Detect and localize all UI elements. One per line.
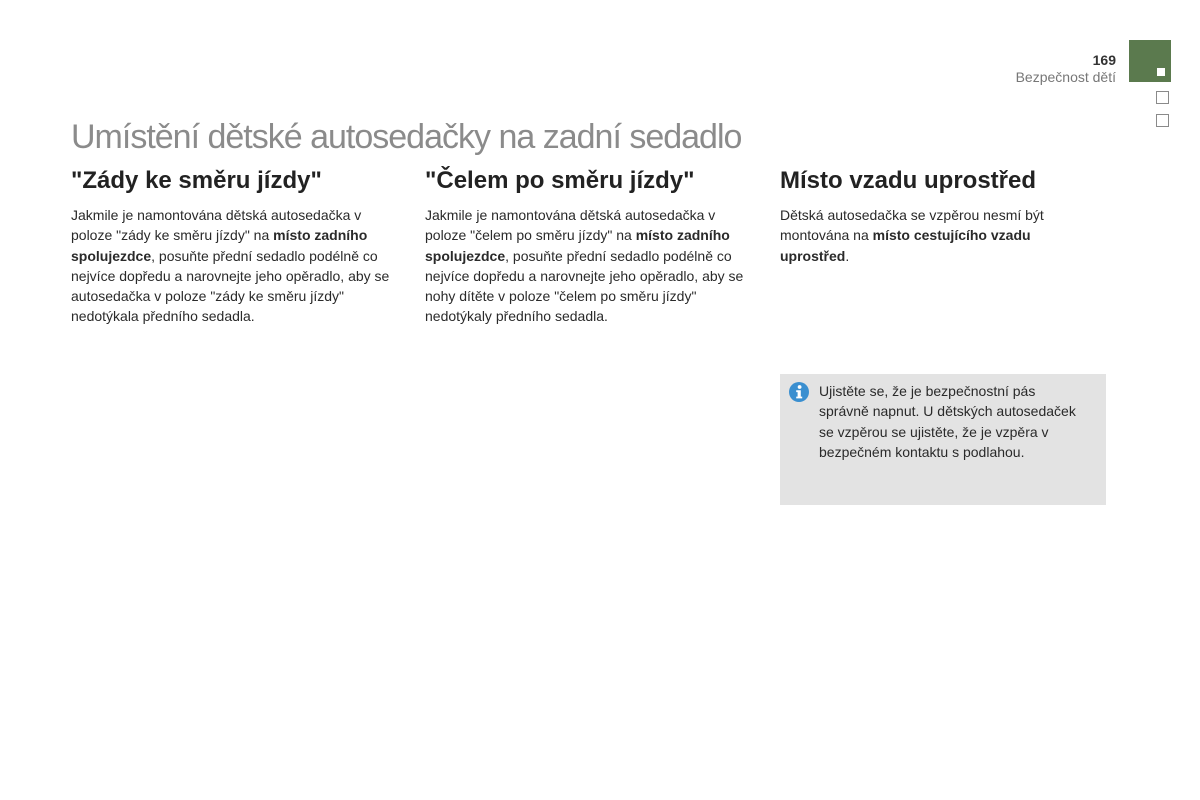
body-text: Jakmile je namontována dětská autosedačka v poloze "zády ke směru jízdy" na [71, 207, 362, 244]
column-rear-middle [780, 166, 1080, 266]
info-note-box [780, 374, 1106, 505]
column-forward-facing [425, 166, 755, 327]
page-header [1016, 52, 1116, 86]
body-bold-text: místo zadního spolujezdce [71, 227, 368, 264]
column-body [425, 205, 755, 327]
info-note-text: Ujistěte se, že je bezpečnostní pás správně napnut. U dětských autosedaček se vzpěrou se ujistěte, že je vzpěra v bezpečném kontaktu s podlahou. [819, 383, 1076, 460]
body-text: , posuňte přední sedadlo podélně co nejvíce dopředu a narovnejte jeho opěradlo, aby se nohy dítěte v poloze "čelem po směru jízdy" nedotýkaly předního sedadla. [425, 247, 744, 325]
body-text: , posuňte přední sedadlo podélně co nejvíce dopředu a narovnejte jeho opěradlo, aby se autosedačka v poloze "zády ke směru jízdy" nedotýkala předního sedadla. [71, 247, 390, 325]
chapter-tab-2[interactable] [1156, 91, 1169, 104]
column-body [780, 205, 1080, 266]
body-text: . [845, 247, 850, 264]
body-text: Jakmile je namontována dětská autosedačka v poloze "čelem po směru jízdy" na [425, 207, 716, 244]
column-heading: Místo vzadu uprostřed [780, 167, 1037, 194]
column-heading: "Čelem po směru jízdy" [425, 167, 695, 194]
body-text: Dětská autosedačka se vzpěrou nesmí být montována na [780, 207, 1044, 244]
chapter-tab-3[interactable] [1156, 114, 1169, 127]
page-title: Umístění dětské autosedačky na zadní sedadlo [71, 118, 742, 156]
chapter-marker-icon [1157, 68, 1165, 76]
body-bold-text: místo cestujícího vzadu uprostřed [780, 227, 1031, 264]
column-body [71, 205, 401, 327]
column-rear-facing [71, 166, 401, 327]
chapter-tab-active[interactable] [1129, 40, 1171, 82]
body-bold-text: místo zadního spolujezdce [425, 227, 730, 264]
info-icon [789, 382, 809, 402]
section-name: Bezpečnost dětí [1015, 69, 1116, 85]
page-number: 169 [1092, 52, 1116, 68]
column-heading: "Zády ke směru jízdy" [71, 167, 322, 194]
